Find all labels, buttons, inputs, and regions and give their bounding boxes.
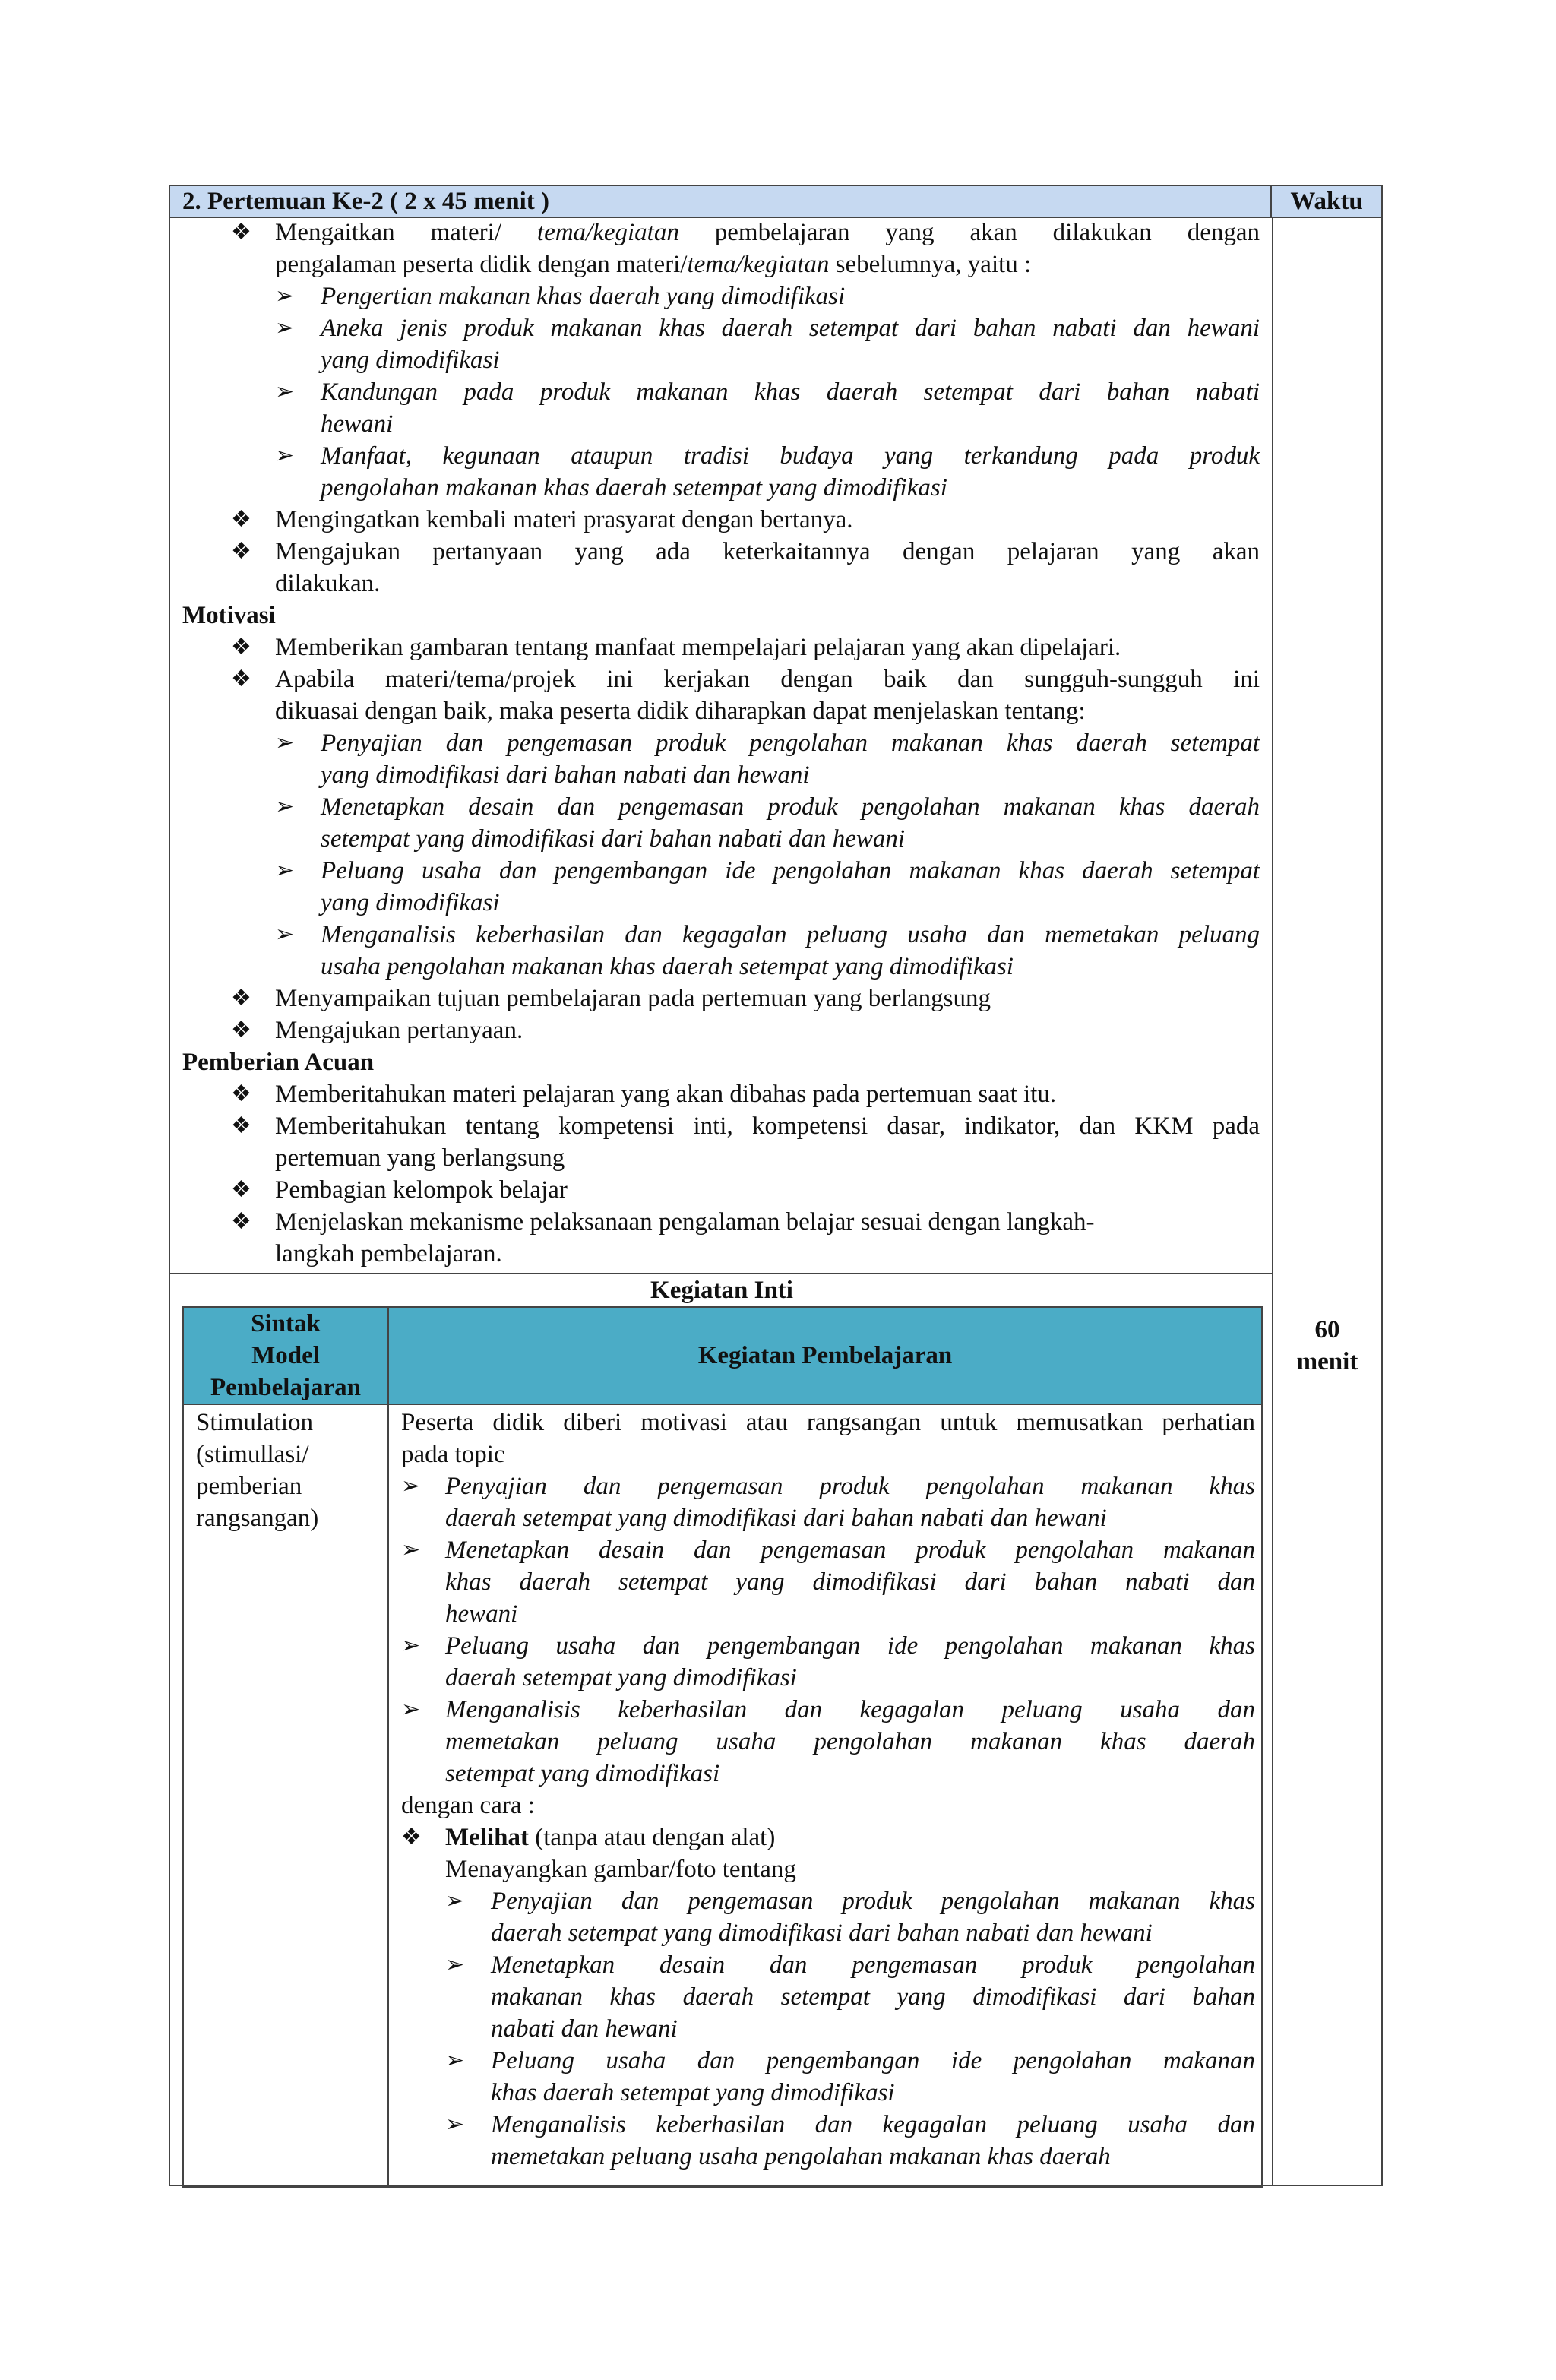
diamond-bullet-icon: ❖ xyxy=(231,1209,251,1234)
text-segment: dengan xyxy=(1187,219,1260,246)
sub-bullet-text: yang dimodifikasi xyxy=(321,889,500,916)
bullet-text: Memberikan gambaran tentang manfaat mempelajari pelajaran yang akan dipelajari. xyxy=(275,634,1121,661)
header-line: Sintak xyxy=(251,1310,321,1337)
text-segment: pengalaman peserta didik dengan materi/ xyxy=(275,251,688,278)
activity-text: Peserta didik diberi motivasi atau rangsangan untuk memusatkan perhatian xyxy=(401,1409,1255,1436)
time-value: 60 xyxy=(1314,1316,1340,1343)
sub-bullet-text: Aneka jenis produk makanan khas daerah setempat dari bahan nabati dan hewani xyxy=(321,315,1260,342)
sub-bullet-text: Pengertian makanan khas daerah yang dimodifikasi xyxy=(321,283,846,310)
time-column xyxy=(1272,217,1381,2185)
arrow-bullet-icon: ➢ xyxy=(401,1633,421,1658)
time-unit: menit xyxy=(1296,1348,1358,1375)
arrow-bullet-icon: ➢ xyxy=(275,858,295,883)
bullet-text: dikuasai dengan baik, maka peserta didik diharapkan dapat menjelaskan tentang: xyxy=(275,698,1086,725)
learning-activities-table xyxy=(182,1306,1263,2188)
subtopic-text: Menganalisis keberhasilan dan kegagalan peluang usaha dan xyxy=(491,2111,1255,2138)
stage-name: (stimullasi/ xyxy=(196,1441,309,1468)
diamond-bullet-icon: ❖ xyxy=(231,1113,251,1138)
diamond-bullet-icon: ❖ xyxy=(231,507,251,532)
table-header-row xyxy=(170,186,1381,218)
topic-text: Menetapkan desain dan pengemasan produk pengolahan makanan xyxy=(445,1537,1255,1564)
sub-bullet-text: yang dimodifikasi dari bahan nabati dan hewani xyxy=(321,761,810,789)
text-segment: tema/kegiatan xyxy=(536,219,679,246)
arrow-bullet-icon: ➢ xyxy=(275,922,295,947)
bullet-text: Pembagian kelompok belajar xyxy=(275,1176,568,1204)
text-segment: pembelajaran xyxy=(714,219,850,246)
diamond-bullet-icon: ❖ xyxy=(401,1825,422,1850)
subtopic-text: Menetapkan desain dan pengemasan produk pengolahan xyxy=(491,1951,1255,1979)
arrow-bullet-icon: ➢ xyxy=(401,1537,421,1562)
subtopic-text: khas daerah setempat yang dimodifikasi xyxy=(491,2079,895,2106)
subtopic-text: Peluang usaha dan pengembangan ide pengolahan makanan xyxy=(491,2047,1255,2075)
observe-line xyxy=(445,1821,775,1853)
diamond-bullet-icon: ❖ xyxy=(231,220,251,245)
column-divider xyxy=(387,1404,389,2186)
arrow-bullet-icon: ➢ xyxy=(275,379,295,404)
diamond-bullet-icon: ❖ xyxy=(231,1018,251,1043)
sub-bullet-text: Peluang usaha dan pengembangan ide pengolahan makanan khas daerah setempat xyxy=(321,857,1260,885)
arrow-bullet-icon: ➢ xyxy=(401,1697,421,1722)
inner-table-header xyxy=(184,1308,1261,1405)
arrow-bullet-icon: ➢ xyxy=(275,443,295,468)
bullet-text: Menjelaskan mekanisme pelaksanaan pengalaman belajar sesuai dengan langkah- xyxy=(275,1208,1095,1236)
subtopic-text: Penyajian dan pengemasan produk pengolahan makanan khas xyxy=(491,1888,1255,1915)
text-segment: yang xyxy=(885,219,935,246)
topic-text: hewani xyxy=(445,1600,518,1628)
sub-bullet-text: Kandungan pada produk makanan khas daerah setempat dari bahan nabati xyxy=(321,378,1260,406)
stage-name: pemberian xyxy=(196,1473,302,1500)
text-segment: akan xyxy=(969,219,1017,246)
meeting-title: 2. Pertemuan Ke-2 ( 2 x 45 menit ) xyxy=(182,188,549,215)
diamond-bullet-icon: ❖ xyxy=(231,666,251,692)
bullet-text: langkah pembelajaran. xyxy=(275,1240,502,1268)
bullet-text: Mengingatkan kembali materi prasyarat dengan bertanya. xyxy=(275,506,853,533)
text-segment: Mengaitkan xyxy=(275,219,395,246)
text-segment: tema/kegiatan xyxy=(687,251,830,278)
time-column-header: Waktu xyxy=(1270,186,1381,217)
header-line: Pembelajaran xyxy=(210,1374,361,1401)
sub-bullet-text: setempat yang dimodifikasi dari bahan nabati dan hewani xyxy=(321,825,906,853)
topic-text: daerah setempat yang dimodifikasi xyxy=(445,1664,797,1692)
bullet-text: Mengajukan pertanyaan yang ada keterkaitannya dengan pelajaran yang akan xyxy=(275,538,1260,565)
topic-text: Penyajian dan pengemasan produk pengolahan makanan khas xyxy=(445,1473,1255,1500)
header-line: Model xyxy=(251,1342,320,1369)
bullet-text xyxy=(275,217,1260,248)
text-segment: sebelumnya, yaitu : xyxy=(829,251,1032,278)
diamond-bullet-icon: ❖ xyxy=(231,1081,251,1106)
text-segment: Melihat xyxy=(445,1824,529,1851)
sub-bullet-text: Menganalisis keberhasilan dan kegagalan peluang usaha dan memetakan peluang xyxy=(321,921,1260,948)
bullet-text: Mengajukan pertanyaan. xyxy=(275,1017,523,1044)
topic-text: daerah setempat yang dimodifikasi dari bahan nabati dan hewani xyxy=(445,1505,1107,1532)
sub-bullet-text: yang dimodifikasi xyxy=(321,347,500,374)
bullet-text: Apabila materi/tema/projek ini kerjakan dengan baik dan sungguh-sungguh ini xyxy=(275,666,1260,693)
section-heading-acuan: Pemberian Acuan xyxy=(182,1049,375,1076)
arrow-bullet-icon: ➢ xyxy=(401,1473,421,1499)
text-segment: (tanpa atau dengan alat) xyxy=(528,1824,776,1851)
topic-text: memetakan peluang usaha pengolahan makanan khas daerah xyxy=(445,1728,1255,1755)
arrow-bullet-icon: ➢ xyxy=(445,1952,465,1977)
activity-text: pada topic xyxy=(401,1441,505,1468)
topic-text: khas daerah setempat yang dimodifikasi dari bahan nabati dan xyxy=(445,1568,1255,1596)
topic-text: Menganalisis keberhasilan dan kegagalan peluang usaha dan xyxy=(445,1696,1255,1723)
lesson-plan-table xyxy=(169,185,1383,2186)
bullet-text: pertemuan yang berlangsung xyxy=(275,1144,565,1172)
section-heading-kegiatan-inti: Kegiatan Inti xyxy=(650,1277,793,1304)
text-segment: dilakukan xyxy=(1052,219,1152,246)
learning-activity-header: Kegiatan Pembelajaran xyxy=(697,1342,953,1369)
subtopic-text: nabati dan hewani xyxy=(491,2015,678,2043)
subtopic-text: daerah setempat yang dimodifikasi dari bahan nabati dan hewani xyxy=(491,1920,1153,1947)
bullet-text: Memberitahukan tentang kompetensi inti, kompetensi dasar, indikator, dan KKM pada xyxy=(275,1112,1260,1140)
arrow-bullet-icon: ➢ xyxy=(445,2048,465,2073)
sub-bullet-text: Manfaat, kegunaan ataupun tradisi budaya yang terkandung pada produk xyxy=(321,442,1260,470)
text-segment: materi/ xyxy=(430,219,501,246)
bullet-text: dilakukan. xyxy=(275,570,381,597)
stage-name: Stimulation xyxy=(196,1409,314,1436)
diamond-bullet-icon: ❖ xyxy=(231,986,251,1011)
diamond-bullet-icon: ❖ xyxy=(231,539,251,564)
bullet-text: Memberitahukan materi pelajaran yang akan dibahas pada pertemuan saat itu. xyxy=(275,1081,1057,1108)
sub-bullet-text: Penyajian dan pengemasan produk pengolahan makanan khas daerah setempat xyxy=(321,730,1260,757)
arrow-bullet-icon: ➢ xyxy=(445,2112,465,2137)
bullet-text: Menyampaikan tujuan pembelajaran pada pertemuan yang berlangsung xyxy=(275,985,991,1012)
activity-text: dengan cara : xyxy=(401,1792,535,1819)
sub-bullet-text: Menetapkan desain dan pengemasan produk pengolahan makanan khas daerah xyxy=(321,793,1260,821)
arrow-bullet-icon: ➢ xyxy=(275,794,295,819)
syntax-model-header xyxy=(184,1308,389,1404)
arrow-bullet-icon: ➢ xyxy=(275,315,295,340)
topic-text: setempat yang dimodifikasi xyxy=(445,1760,720,1787)
diamond-bullet-icon: ❖ xyxy=(231,635,251,660)
topic-text: Peluang usaha dan pengembangan ide pengolahan makanan khas xyxy=(445,1632,1255,1660)
arrow-bullet-icon: ➢ xyxy=(275,283,295,309)
diamond-bullet-icon: ❖ xyxy=(231,1177,251,1202)
arrow-bullet-icon: ➢ xyxy=(275,730,295,755)
subtopic-text: memetakan peluang usaha pengolahan makanan khas daerah xyxy=(491,2143,1111,2170)
stage-name: rangsangan) xyxy=(196,1505,319,1532)
section-heading-motivasi: Motivasi xyxy=(182,602,276,629)
subtopic-text: makanan khas daerah setempat yang dimodifikasi dari bahan xyxy=(491,1983,1255,2011)
arrow-bullet-icon: ➢ xyxy=(445,1888,465,1913)
sub-bullet-text: hewani xyxy=(321,410,394,438)
sub-bullet-text: usaha pengolahan makanan khas daerah setempat yang dimodifikasi xyxy=(321,953,1014,980)
sub-bullet-text: pengolahan makanan khas daerah setempat yang dimodifikasi xyxy=(321,474,947,502)
bullet-text xyxy=(275,248,1260,280)
activity-text: Menayangkan gambar/foto tentang xyxy=(445,1856,796,1883)
